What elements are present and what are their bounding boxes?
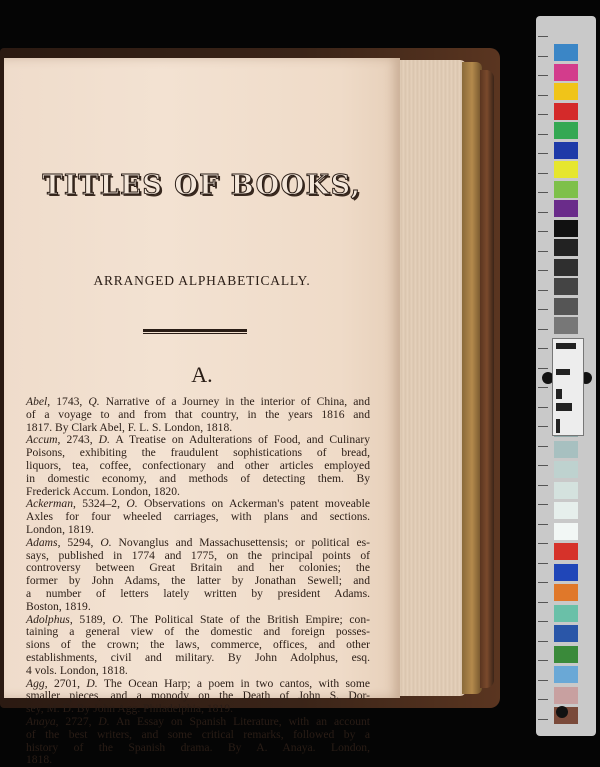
entry-text: The Ocean Harp; a poem in two cantos, with some [97, 676, 370, 690]
ruler-tick [538, 36, 548, 37]
ruler-tick [538, 270, 548, 271]
color-patch [554, 83, 578, 100]
color-patch [554, 441, 578, 458]
color-patch [554, 666, 578, 683]
entry-number: , 2727, [55, 714, 99, 728]
ruler-tick [538, 251, 548, 252]
entry-agg [26, 678, 370, 716]
entry-author: Adolphus [26, 612, 70, 626]
gilt-edge [462, 62, 482, 694]
entry-text: says, published in 1774 and 1775, on the principal points of [26, 548, 370, 562]
ruler-tick [538, 95, 548, 96]
section-letter: A. [191, 362, 213, 387]
ruler-tick [538, 407, 548, 408]
entry-text: The Political State of the British Empire; con- [123, 612, 370, 626]
scale-bar [556, 369, 570, 375]
ruler-tick [538, 309, 548, 310]
ruler-tick [538, 504, 548, 505]
entry-text: 4 vols. London, 1818. [26, 663, 128, 677]
entry-author: Accum [26, 433, 58, 447]
color-patch [554, 298, 578, 315]
ruler-tick [538, 290, 548, 291]
entry-text: taining a general view of the domestic and foreign posses- [26, 625, 370, 639]
color-patch [554, 64, 578, 81]
entry-text: of the best writers, and some critical remarks, followed by a [26, 727, 370, 741]
ruler-tick [538, 524, 548, 525]
color-patch [554, 317, 578, 334]
scale-box [552, 338, 584, 436]
color-patch [554, 605, 578, 622]
scale-bar [556, 403, 572, 411]
page-title: TITLES OF BOOKS, [42, 170, 362, 201]
entry-author: Adams [26, 535, 58, 549]
ruler-tick [538, 231, 548, 232]
entry-text: sions of the crown; the laws, commerce, offices, and other [26, 638, 370, 652]
entry-text: controversy between Great Britain and her colonies; the [26, 561, 370, 575]
color-patch [554, 584, 578, 601]
entry-text: 1818. [26, 753, 53, 767]
color-patch [554, 220, 578, 237]
entry-number: , 2743, [57, 433, 99, 447]
color-patch [554, 239, 578, 256]
entry-shelf-mark: Q. [88, 395, 100, 408]
entry-text: former by John Adams, the latter by Jonathan Sewell; and [26, 574, 370, 588]
entry-text: An Essay on Spanish Literature, with an account [109, 714, 371, 728]
ruler-tick [538, 368, 548, 369]
color-patch [554, 142, 578, 159]
page-subtitle: ARRANGED ALPHABETICALLY. [93, 273, 311, 288]
entry-text: Narrative of a Journey in the interior of China, and [99, 395, 371, 408]
ruler-tick [538, 75, 548, 76]
entry-text: Novanglus and Massachusettensis; or political es- [111, 535, 371, 549]
ruler-tick [538, 56, 548, 57]
entry-text: A Treatise on Adulterations of Food, and Culinary [109, 433, 370, 447]
ruler-tick [538, 134, 548, 135]
entry-shelf-mark: D. [98, 433, 110, 447]
ruler-tick [538, 621, 548, 622]
entry-abel [26, 396, 370, 434]
entry-text: Axles for four wheeled carriages, with plans and sections. [26, 510, 370, 524]
ruler-tick [538, 465, 548, 466]
entry-text: liquors, tea, coffee, confectionary and other articles employed [26, 458, 370, 472]
entry-text: history of the Spanish drama. By A. Anaya. London, [26, 740, 370, 754]
entry-list [26, 396, 370, 767]
color-patch [554, 523, 578, 540]
entry-line [26, 753, 370, 767]
entry-shelf-mark: O. [100, 535, 112, 549]
color-patch [554, 646, 578, 663]
scale-bar [556, 419, 560, 433]
target-hole [556, 706, 568, 718]
ruler-tick [538, 582, 548, 583]
ruler-tick [538, 348, 548, 349]
entry-number: , 5324–2, [73, 497, 127, 511]
entry-text: Frederick Accum. London, 1820. [26, 484, 180, 498]
cover-edge [480, 70, 494, 688]
color-patch [554, 259, 578, 276]
entry-author: Ackerman [26, 497, 73, 511]
entry-text: in domestic economy, and methods of detecting them. By [26, 471, 370, 485]
ruler-tick [538, 387, 548, 388]
book-page [4, 58, 400, 767]
ruler-tick [538, 485, 548, 486]
ruler-tick [538, 329, 548, 330]
entry-shelf-mark: D. [98, 714, 110, 728]
entry-text: Observations on Ackerman's patent moveable [137, 497, 370, 511]
color-patch [554, 103, 578, 120]
ruler-tick [538, 699, 548, 700]
ruler-tick [538, 641, 548, 642]
color-patch [554, 200, 578, 217]
entry-author: Agg [26, 676, 45, 690]
ruler-tick [538, 543, 548, 544]
entry-ackerman [26, 498, 370, 536]
scale-bar [556, 389, 562, 399]
ruler-tick [538, 212, 548, 213]
entry-shelf-mark: O. [112, 612, 124, 626]
color-patch [554, 122, 578, 139]
ruler-tick [538, 173, 548, 174]
entry-text: Poisons, exhibiting the fraudulent sophistications of bread, [26, 446, 370, 460]
ruler-tick [538, 719, 548, 720]
entry-adolphus [26, 614, 370, 678]
color-patch [554, 502, 578, 519]
ruler-tick [538, 660, 548, 661]
entry-line [26, 510, 370, 524]
entry-number: , 5294, [57, 535, 101, 549]
entry-shelf-mark: O. [126, 497, 138, 511]
color-patch [554, 625, 578, 642]
entry-accum [26, 434, 370, 498]
color-calibration-target [536, 16, 596, 736]
color-patch [554, 181, 578, 198]
entry-text: Boston, 1819. [26, 599, 91, 613]
page-edges [398, 60, 466, 696]
entry-text: a number of letters lately written by president Adams. [26, 586, 370, 600]
color-patch [554, 44, 578, 61]
entry-number: , 1743, [47, 395, 89, 408]
entry-text: of a voyage to and from that country, in the years 1816 and [26, 407, 370, 421]
entry-author: Anaya [26, 714, 56, 728]
entry-author: Abel [26, 395, 48, 408]
ruler-tick [538, 192, 548, 193]
color-patch [554, 687, 578, 704]
entry-line [26, 586, 370, 601]
entry-number: , 2701, [44, 676, 87, 690]
entry-text: sey, M. D. By John Agg. Philadelphia, 1819. [26, 702, 233, 716]
entry-text: London, 1819. [26, 522, 94, 536]
entry-anaya [26, 716, 370, 767]
entry-text: establishments, civil and military. By John Adolphus, esq. [26, 650, 370, 664]
scale-bar [556, 343, 576, 349]
color-patch [554, 543, 578, 560]
entry-text: 1817. By Clark Abel, F. L. S. London, 1818. [26, 420, 233, 434]
ruler-tick [538, 680, 548, 681]
color-patch [554, 278, 578, 295]
color-patch [554, 482, 578, 499]
entry-line [26, 740, 370, 755]
ruler-tick [538, 563, 548, 564]
ruler-tick [538, 426, 548, 427]
entry-number: , 5189, [69, 612, 113, 626]
divider-rule [143, 329, 247, 334]
entry-shelf-mark: D. [86, 676, 98, 690]
entry-adams [26, 537, 370, 614]
color-patch [554, 161, 578, 178]
entry-text: smaller pieces, and a monody on the Death of John S. Dor- [26, 689, 370, 703]
color-patch [554, 461, 578, 478]
ruler-tick [538, 153, 548, 154]
color-patch [554, 564, 578, 581]
ruler-tick [538, 446, 548, 447]
ruler-tick [538, 602, 548, 603]
ruler-tick [538, 114, 548, 115]
